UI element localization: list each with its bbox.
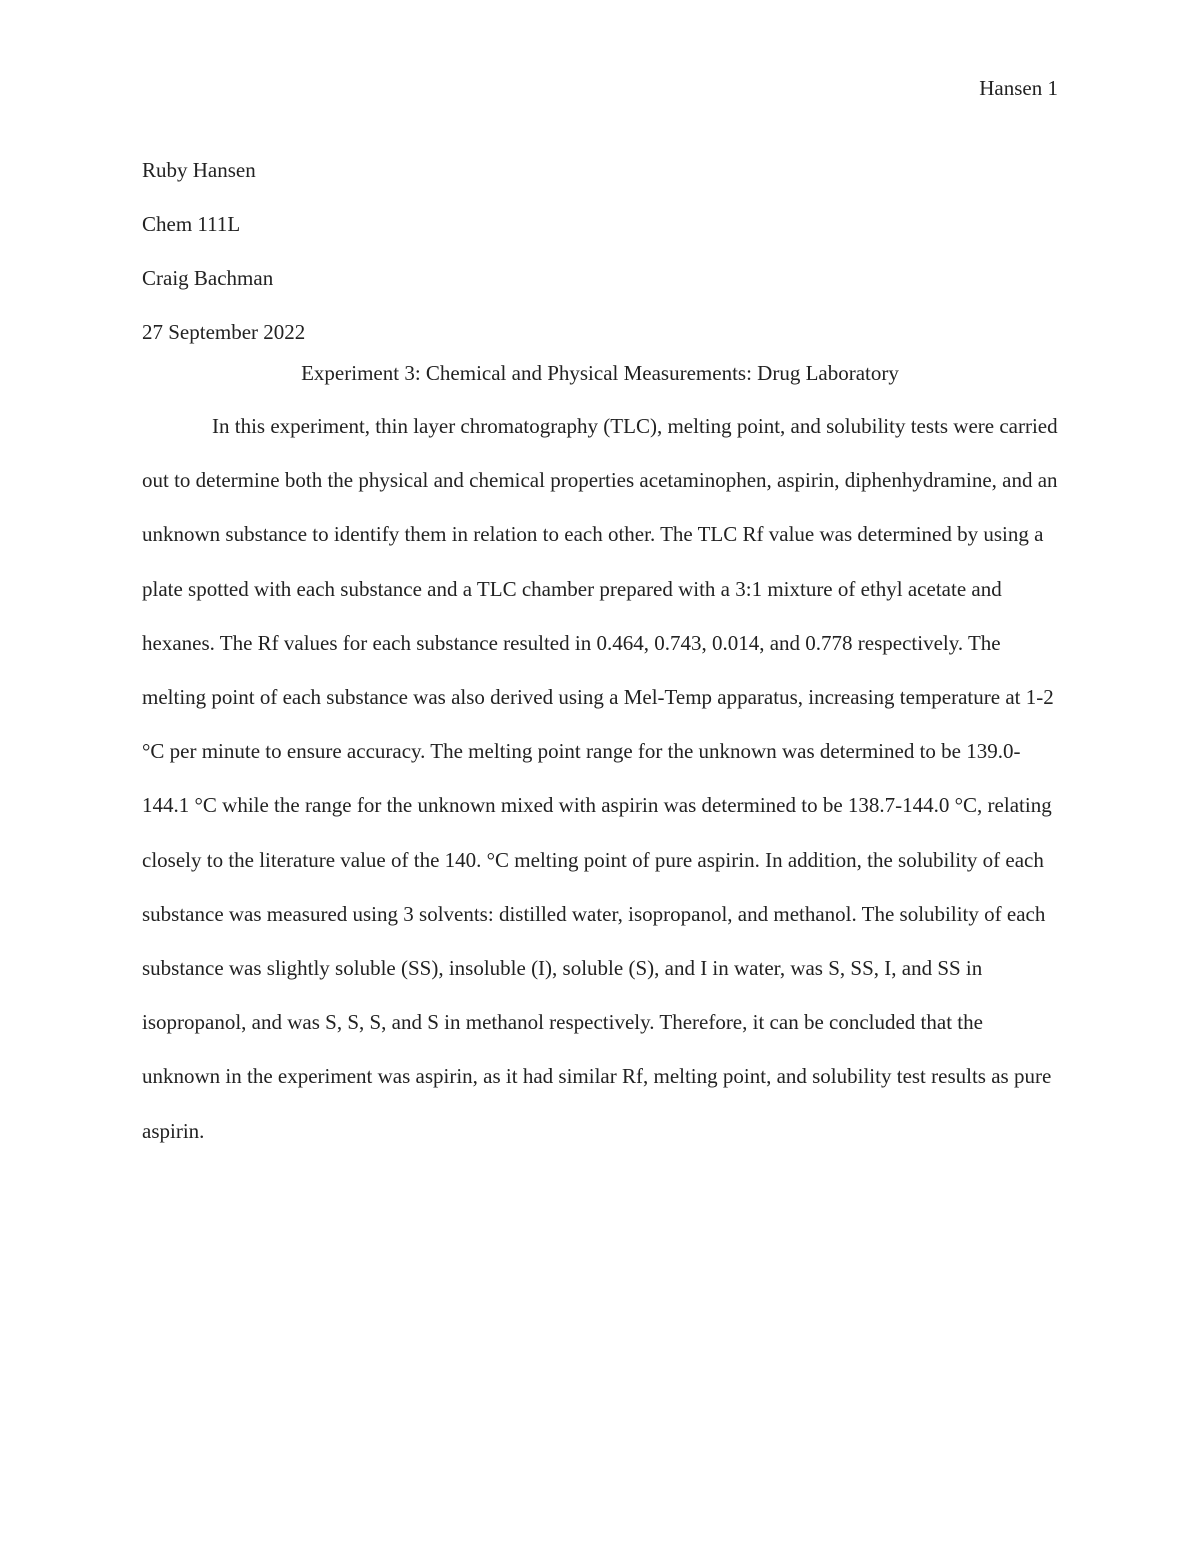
- mla-heading: [142, 143, 1058, 359]
- running-head: Hansen 1: [979, 76, 1058, 100]
- instructor-name: Craig Bachman: [142, 266, 274, 290]
- student-name: Ruby Hansen: [142, 158, 256, 182]
- report-date: 27 September 2022: [142, 320, 306, 344]
- document-title: Experiment 3: Chemical and Physical Measurements: Drug Laboratory: [301, 361, 899, 385]
- body-paragraph: In this experiment, thin layer chromatography (TLC), melting point, and solubility tests were carried out to determine both the physical and chemical properties acetaminophen, aspirin, diphenhydramine, and an unknown substance to identify them in relation to each other. The TLC Rf value was determined by using a plate spotted with each substance and a TLC chamber prepared with a 3:1 mixture of ethyl acetate and hexanes. The Rf values for each substance resulted in 0.464, 0.743, 0.014, and 0.778 respectively. The melting point of each substance was also derived using a Mel-Temp apparatus, increasing temperature at 1-2 °C per minute to ensure accuracy. The melting point range for the unknown was determined to be 139.0-144.1 °C while the range for the unknown mixed with aspirin was determined to be 138.7-144.0 °C, relating closely to the literature value of the 140. °C melting point of pure aspirin. In addition, the solubility of each substance was measured using 3 solvents: distilled water, isopropanol, and methanol. The solubility of each substance was slightly soluble (SS), insoluble (I), soluble (S), and I in water, was S, SS, I, and SS in isopropanol, and was S, S, S, and S in methanol respectively. Therefore, it can be concluded that the unknown in the experiment was aspirin, as it had similar Rf, melting point, and solubility test results as pure aspirin.: [142, 414, 1058, 1143]
- course-name: Chem 111L: [142, 212, 241, 236]
